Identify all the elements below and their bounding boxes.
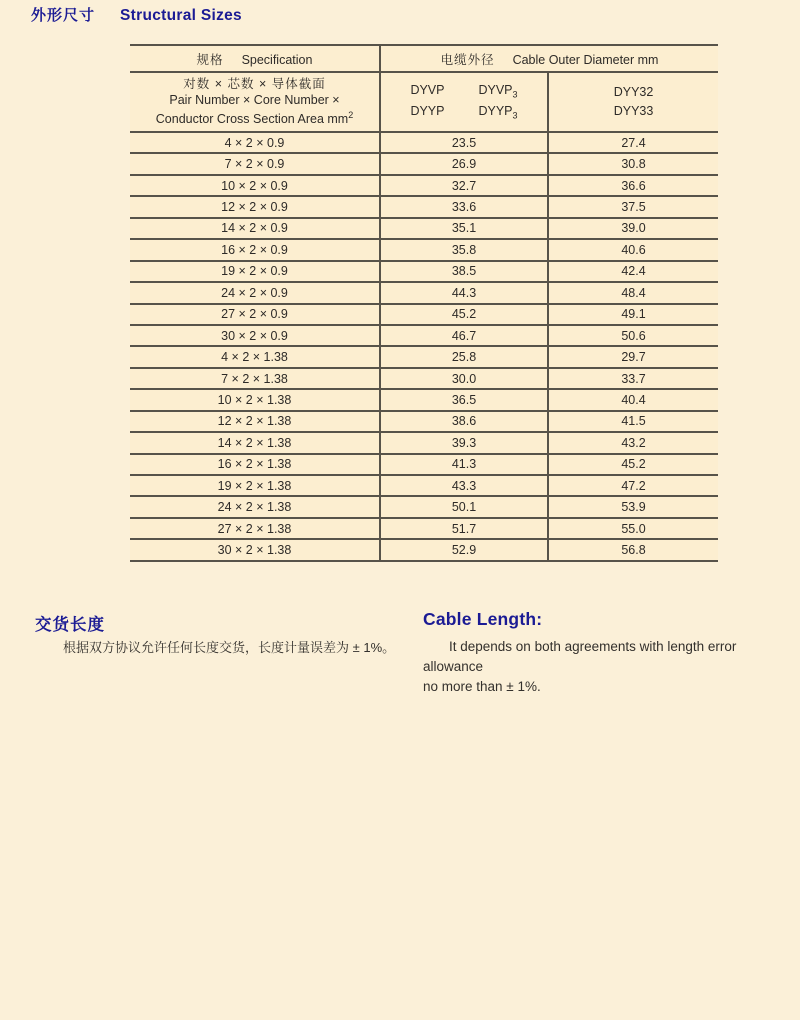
- cell-specification: 27 × 2 × 0.9: [130, 304, 380, 325]
- spec-table-body: [130, 132, 718, 561]
- delivery-length-body-zh: 根据双方协议允许任何长度交货，长度计量误差为 ± 1%。: [63, 640, 396, 655]
- table-row: [130, 496, 718, 517]
- structural-sizes-table: [130, 44, 718, 562]
- cell-specification: 12 × 2 × 0.9: [130, 196, 380, 217]
- table-header: [130, 45, 718, 132]
- header-specification: [130, 45, 380, 72]
- cell-specification: 27 × 2 × 1.38: [130, 518, 380, 539]
- cell-diameter-dyy: 53.9: [548, 496, 718, 517]
- header-models-dyy: [548, 72, 718, 132]
- header-models-dyvp: [380, 72, 548, 132]
- header-specification-en: Specification: [241, 52, 313, 67]
- cell-diameter-dyvp: 35.8: [380, 239, 548, 260]
- cell-specification: 16 × 2 × 0.9: [130, 239, 380, 260]
- cell-diameter-dyy: 27.4: [548, 132, 718, 153]
- cell-diameter-dyy: 42.4: [548, 261, 718, 282]
- table-row: [130, 411, 718, 432]
- table-row: [130, 153, 718, 174]
- model-line-dyvp: DYVP $DYVP_3$: [410, 82, 518, 100]
- table-row: [130, 175, 718, 196]
- page-title: [31, 4, 242, 25]
- model-line-dyy32: DYY32: [613, 84, 654, 99]
- table-row: [130, 518, 718, 539]
- table-row: [130, 218, 718, 239]
- cell-diameter-dyvp: 26.9: [380, 153, 548, 174]
- cell-diameter-dyy: 56.8: [548, 539, 718, 560]
- header-spec-formula-en2: Conductor Cross Section Area $mm^2$: [155, 110, 354, 127]
- header-spec-formula-zh: 对数 × 芯数 × 导体截面: [183, 76, 326, 91]
- table-row: [130, 368, 718, 389]
- cell-diameter-dyy: 39.0: [548, 218, 718, 239]
- subscript-3: 3: [512, 110, 518, 121]
- header-spec-formula-en1: Pair Number × Core Number ×: [169, 93, 340, 108]
- cell-specification: 14 × 2 × 0.9: [130, 218, 380, 239]
- cell-specification: 19 × 2 × 0.9: [130, 261, 380, 282]
- cell-diameter-dyy: 41.5: [548, 411, 718, 432]
- cell-specification: 10 × 2 × 0.9: [130, 175, 380, 196]
- cell-specification: 4 × 2 × 1.38: [130, 346, 380, 367]
- cell-diameter-dyvp: 32.7: [380, 175, 548, 196]
- cell-specification: 14 × 2 × 1.38: [130, 432, 380, 453]
- cell-specification: 12 × 2 × 1.38: [130, 411, 380, 432]
- cell-diameter-dyy: 55.0: [548, 518, 718, 539]
- header-row-1: [130, 45, 718, 72]
- cell-diameter-dyy: 30.8: [548, 153, 718, 174]
- cell-diameter-dyvp: 50.1: [380, 496, 548, 517]
- cell-diameter-dyvp: 45.2: [380, 304, 548, 325]
- cell-specification: 7 × 2 × 1.38: [130, 368, 380, 389]
- cell-diameter-dyvp: 41.3: [380, 454, 548, 475]
- cell-specification: 24 × 2 × 0.9: [130, 282, 380, 303]
- cell-diameter-dyy: 49.1: [548, 304, 718, 325]
- superscript-2: 2: [348, 110, 354, 121]
- table-row: [130, 132, 718, 153]
- subscript-3: 3: [512, 89, 518, 100]
- model-line-dyyp: DYYP $DYYP_3$: [410, 104, 518, 121]
- cell-diameter-dyvp: 25.8: [380, 346, 548, 367]
- delivery-length-heading-zh: 交货长度: [35, 616, 105, 634]
- page-title-zh: 外形尺寸: [31, 7, 96, 24]
- table-row: [130, 304, 718, 325]
- cell-specification: 30 × 2 × 0.9: [130, 325, 380, 346]
- cell-diameter-dyy: 47.2: [548, 475, 718, 496]
- cell-diameter-dyvp: 23.5: [380, 132, 548, 153]
- cell-diameter-dyvp: 33.6: [380, 196, 548, 217]
- table-row: [130, 389, 718, 410]
- header-row-2: [130, 72, 718, 132]
- cell-diameter-dyvp: 35.1: [380, 218, 548, 239]
- header-specification-zh: 规格: [196, 52, 224, 67]
- cell-diameter-dyy: 40.4: [548, 389, 718, 410]
- cell-diameter-dyvp: 44.3: [380, 282, 548, 303]
- cell-diameter-dyvp: 30.0: [380, 368, 548, 389]
- cell-diameter-dyy: 45.2: [548, 454, 718, 475]
- cell-diameter-dyy: 48.4: [548, 282, 718, 303]
- cell-diameter-dyvp: 36.5: [380, 389, 548, 410]
- model-line-dyy33: DYY33: [613, 104, 654, 118]
- table-row: [130, 282, 718, 303]
- cell-specification: 10 × 2 × 1.38: [130, 389, 380, 410]
- cell-specification: 24 × 2 × 1.38: [130, 496, 380, 517]
- cable-length-heading-en: Cable Length:: [423, 609, 543, 629]
- cell-diameter-dyvp: 46.7: [380, 325, 548, 346]
- cell-diameter-dyy: 43.2: [548, 432, 718, 453]
- header-outer-diameter-en: Cable Outer Diameter mm: [512, 52, 659, 67]
- cell-specification: 30 × 2 × 1.38: [130, 539, 380, 560]
- cell-specification: 16 × 2 × 1.38: [130, 454, 380, 475]
- table-row: [130, 325, 718, 346]
- cell-diameter-dyy: 36.6: [548, 175, 718, 196]
- cell-diameter-dyvp: 38.6: [380, 411, 548, 432]
- table-row: [130, 239, 718, 260]
- table-row: [130, 454, 718, 475]
- table-row: [130, 346, 718, 367]
- cell-specification: 19 × 2 × 1.38: [130, 475, 380, 496]
- cable-length-body-en: It depends on both agreements with length error allowance no more than ± 1%.: [423, 639, 737, 694]
- cell-specification: 7 × 2 × 0.9: [130, 153, 380, 174]
- page-title-en: Structural Sizes: [120, 7, 242, 24]
- table-row: [130, 475, 718, 496]
- cell-specification: 4 × 2 × 0.9: [130, 132, 380, 153]
- table-row: [130, 539, 718, 560]
- table-row: [130, 261, 718, 282]
- cell-diameter-dyvp: 51.7: [380, 518, 548, 539]
- cell-diameter-dyy: 50.6: [548, 325, 718, 346]
- cell-diameter-dyy: 37.5: [548, 196, 718, 217]
- cell-diameter-dyvp: 38.5: [380, 261, 548, 282]
- cell-diameter-dyy: 33.7: [548, 368, 718, 389]
- cell-diameter-dyvp: 43.3: [380, 475, 548, 496]
- header-spec-formula: [130, 72, 380, 132]
- cell-diameter-dyy: 29.7: [548, 346, 718, 367]
- table-row: [130, 196, 718, 217]
- cell-diameter-dyy: 40.6: [548, 239, 718, 260]
- cell-diameter-dyvp: 39.3: [380, 432, 548, 453]
- cell-diameter-dyvp: 52.9: [380, 539, 548, 560]
- header-outer-diameter: [380, 45, 718, 72]
- table-row: [130, 432, 718, 453]
- header-outer-diameter-zh: 电缆外径: [440, 52, 495, 67]
